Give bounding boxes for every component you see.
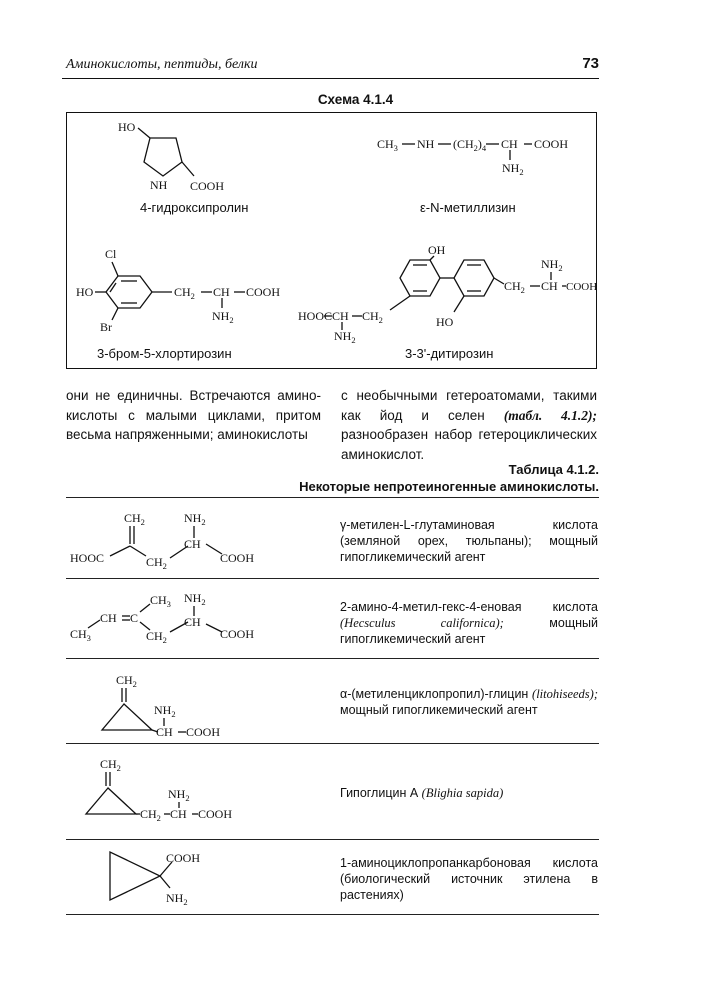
table-row-2-description: 2-амино-4-метил-гекс-4-еновая кислота (Hecsculus californica); мощный гипогликемический агент <box>340 600 598 646</box>
svg-text:COOH: COOH <box>198 807 233 821</box>
svg-text:NH2: $NH_2$ <box>502 161 524 177</box>
table-bottom-rule <box>66 914 599 915</box>
svg-text:(CH2)4: $(CH_2)_4$ <box>453 137 487 153</box>
svg-text:OH: OH <box>428 243 446 257</box>
svg-text:COOH: COOH <box>220 627 255 641</box>
svg-text:NH2: $NH_2$ <box>154 703 176 719</box>
svg-text:CH2: $CH_2$ <box>146 555 167 571</box>
svg-text:COOH: COOH <box>166 851 201 865</box>
svg-text:CH3: $CH_3$ <box>377 137 398 153</box>
svg-text:HOOC: HOOC <box>298 309 333 323</box>
header-rule <box>62 78 599 79</box>
svg-text:NH2: $NH_2$ <box>212 309 234 325</box>
svg-text:CH2: $CH_2$ <box>146 629 167 645</box>
svg-text:CH: CH <box>332 309 349 323</box>
table-row-3-description: α-(метиленциклопропил)-глицин (litohiseeds); мощный гипогликемический агент <box>340 687 598 717</box>
running-header-title: Аминокислоты, пептиды, белки <box>66 57 258 72</box>
svg-text:COOH: COOH <box>186 725 221 739</box>
svg-text:NH2: $NH_2$ <box>184 511 206 527</box>
aminomethylhexenoic-structure <box>66 582 266 654</box>
svg-text:COOH: COOH <box>190 179 225 193</box>
svg-text:CH: CH <box>501 137 518 151</box>
svg-text:CH: CH <box>541 279 558 293</box>
table-row-divider <box>66 743 599 744</box>
svg-text:CH2: $CH_2$ <box>100 757 121 773</box>
table-row-divider <box>66 658 599 659</box>
table-row-1-description: γ-метилен-L-глутаминовая кислота (земляной орех, тюльпаны); мощный гипогликемический агент <box>340 518 598 564</box>
scheme-caption-3: 3-бром-5-хлортирозин <box>97 346 232 361</box>
svg-text:HO: HO <box>118 120 136 134</box>
svg-text:COOH: COOH <box>534 137 569 151</box>
svg-text:C: C <box>130 611 139 625</box>
svg-text:HO: HO <box>436 315 454 329</box>
table-reference: (табл. 4.1.2); <box>503 407 597 423</box>
methylenecyclopropylglycine-structure <box>66 662 266 742</box>
svg-text:NH2: $NH_2$ <box>168 787 190 803</box>
svg-text:NH: NH <box>150 178 168 192</box>
svg-text:NH2: $NH_2$ <box>166 891 188 907</box>
svg-text:CH: CH <box>184 615 201 629</box>
svg-text:CH2: $CH_2$ <box>140 807 161 823</box>
body-text-left: они не единичны. Встречаются амино-кислоты с малыми циклами, притом весьма напряженными; аминокислоты <box>66 388 321 442</box>
bromochlorotyrosine-structure <box>72 238 292 338</box>
table-top-rule <box>66 497 599 498</box>
svg-text:CH: CH <box>170 807 187 821</box>
scheme-caption-4: 3-3'-дитирозин <box>405 346 494 361</box>
svg-text:HOOC: HOOC <box>70 551 105 565</box>
svg-text:NH2: $NH_2$ <box>334 329 356 345</box>
table-row-5-description: 1-аминоциклопропанкарбоновая кислота (биологический источник этилена в растениях) <box>340 856 598 902</box>
svg-text:CH2: $CH_2$ <box>174 285 195 301</box>
svg-text:COOH: COOH <box>566 281 598 293</box>
hypoglycin-a-structure <box>66 748 266 836</box>
svg-text:CH: CH <box>213 285 230 299</box>
svg-text:Cl: Cl <box>105 247 117 261</box>
svg-text:CH3: $CH_3$ <box>70 627 91 643</box>
hydroxyproline-structure <box>110 116 240 196</box>
svg-text:CH2: $CH_2$ <box>504 279 525 295</box>
table-title: Таблица 4.1.2. Некоторые непротеиногенные аминокислоты. <box>299 462 599 494</box>
svg-text:COOH: COOH <box>246 285 281 299</box>
svg-text:COOH: COOH <box>220 551 255 565</box>
table-row-4-description: Гипоглицин А (Blighia sapida) <box>340 786 504 800</box>
svg-text:NH: NH <box>417 137 435 151</box>
table-row-divider <box>66 578 599 579</box>
svg-text:CH2: $CH_2$ <box>124 511 145 527</box>
table-row-divider <box>66 839 599 840</box>
svg-text:Br: Br <box>100 320 112 334</box>
aminocyclopropanecarboxylic-structure <box>100 844 260 908</box>
page-number: 73 <box>582 55 599 72</box>
methyleneglutamic-structure <box>66 502 266 574</box>
methyllysine-structure <box>372 128 572 178</box>
svg-text:HO: HO <box>76 285 94 299</box>
svg-text:NH2: $NH_2$ <box>541 257 563 273</box>
scheme-caption-2: ε-N-метиллизин <box>420 200 516 215</box>
svg-text:CH2: $CH_2$ <box>362 309 383 325</box>
svg-text:CH2: $CH_2$ <box>116 673 137 689</box>
scheme-title: Схема 4.1.4 <box>317 92 394 107</box>
svg-text:CH3: $CH_3$ <box>150 593 171 609</box>
svg-text:NH2: $NH_2$ <box>184 591 206 607</box>
dityrosine-structure <box>294 240 598 350</box>
svg-text:CH: CH <box>184 537 201 551</box>
svg-text:CH: CH <box>100 611 117 625</box>
scheme-caption-1: 4-гидроксипролин <box>140 200 249 215</box>
body-text-right: с необычными гетероатомами, такими как йод и селен (табл. 4.1.2); разнообразен набор гетероциклических аминокислот. <box>341 388 597 462</box>
svg-text:CH: CH <box>156 725 173 739</box>
